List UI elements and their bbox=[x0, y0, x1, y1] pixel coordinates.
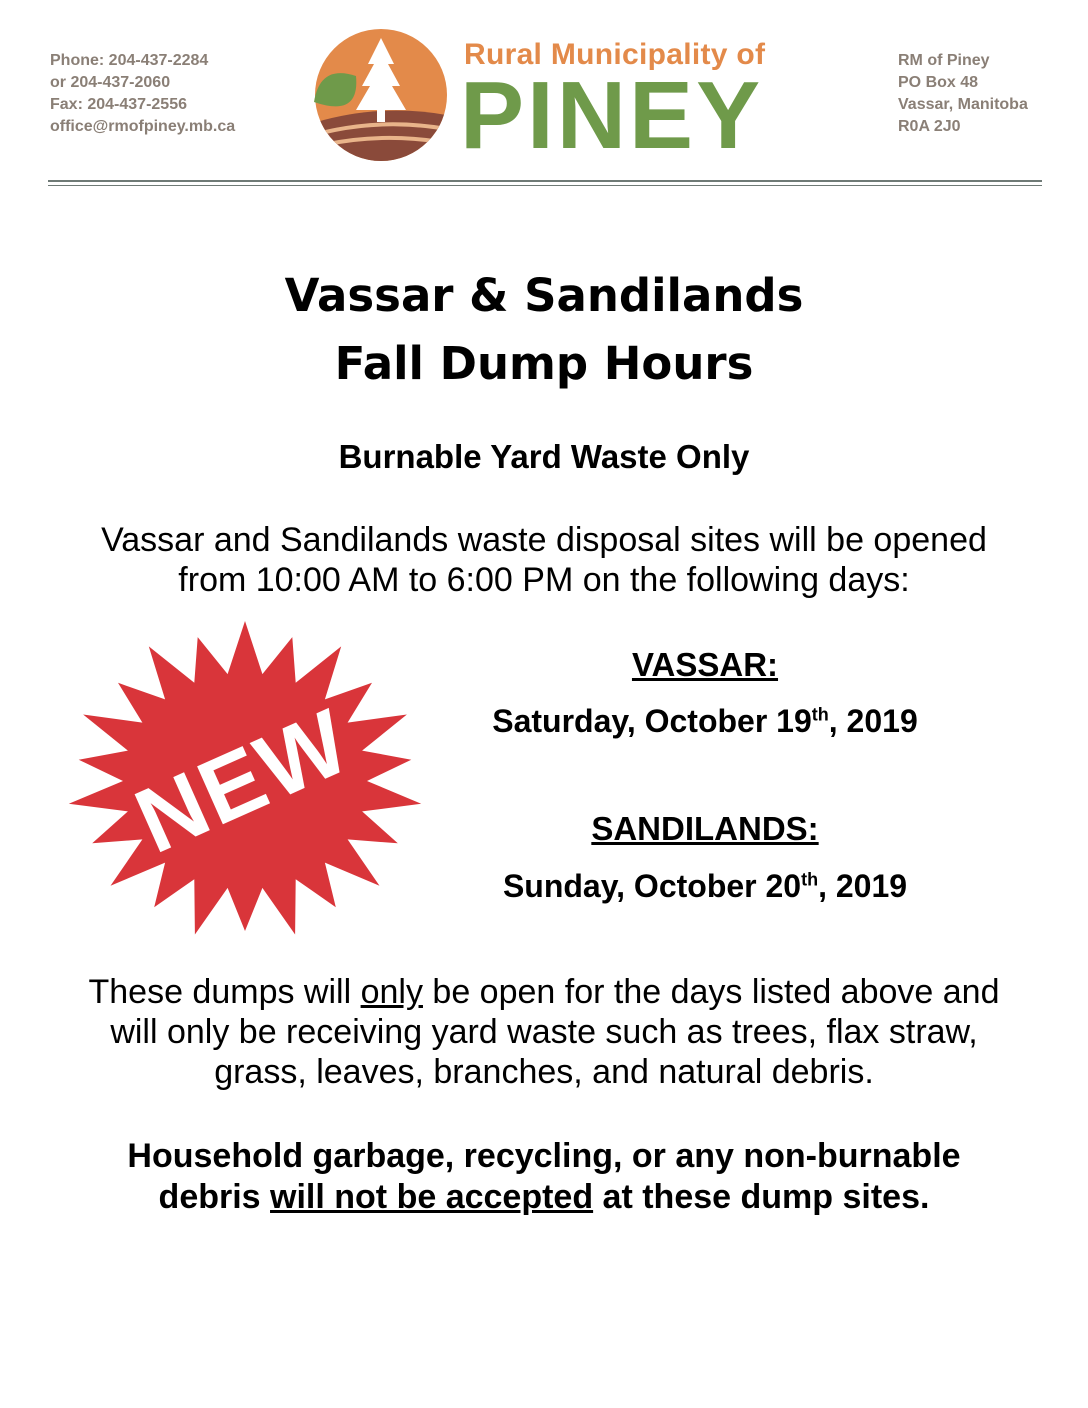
page-subtitle: Burnable Yard Waste Only bbox=[338, 438, 750, 475]
notice-line: will only be receiving yard waste such as trees, flax straw, bbox=[110, 1013, 978, 1051]
warning-line: Household garbage, recycling, or any non-burnable bbox=[127, 1137, 961, 1175]
piney-logo-icon bbox=[310, 24, 452, 166]
page-title: Vassar & Sandilands bbox=[284, 269, 804, 322]
logo-title: PINEY bbox=[460, 62, 764, 169]
new-badge-icon bbox=[60, 616, 430, 946]
logo-subtitle: Rural Municipality of bbox=[464, 38, 766, 71]
sandilands-date: Sunday, October 20th, 2019 bbox=[502, 868, 908, 904]
city-province: Vassar, Manitoba bbox=[898, 96, 1028, 113]
phone-number: Phone: 204-437-2284 bbox=[50, 52, 209, 69]
office-name: RM of Piney bbox=[898, 52, 990, 69]
email-address: office@rmofpiney.mb.ca bbox=[50, 118, 236, 135]
fax-number: Fax: 204-437-2556 bbox=[50, 96, 187, 113]
notice-paragraph bbox=[0, 972, 1088, 1092]
contact-info-right bbox=[898, 50, 1028, 138]
contact-info-left bbox=[50, 50, 235, 138]
new-badge-text: NEW bbox=[121, 689, 365, 873]
intro-line: from 10:00 AM to 6:00 PM on the following days: bbox=[178, 561, 910, 599]
notice-line: grass, leaves, branches, and natural debris. bbox=[214, 1053, 874, 1091]
intro-paragraph bbox=[0, 520, 1088, 600]
alt-phone-number: or 204-437-2060 bbox=[50, 74, 171, 91]
notice-line: These dumps will only be open for the days listed above and bbox=[88, 973, 1000, 1011]
warning-paragraph bbox=[0, 1136, 1088, 1218]
header-divider bbox=[48, 180, 1042, 182]
sandilands-heading: SANDILANDS: bbox=[591, 810, 819, 847]
intro-line: Vassar and Sandilands waste disposal sites will be opened bbox=[101, 521, 987, 559]
postal-code: R0A 2J0 bbox=[898, 118, 961, 135]
vassar-heading: VASSAR: bbox=[631, 646, 779, 683]
header-divider-thin bbox=[48, 185, 1042, 186]
vassar-date: Saturday, October 19th, 2019 bbox=[492, 703, 918, 739]
warning-line: debris will not be accepted at these dump sites. bbox=[158, 1178, 930, 1216]
page-title-second-line: Fall Dump Hours bbox=[334, 337, 754, 390]
po-box: PO Box 48 bbox=[898, 74, 979, 91]
